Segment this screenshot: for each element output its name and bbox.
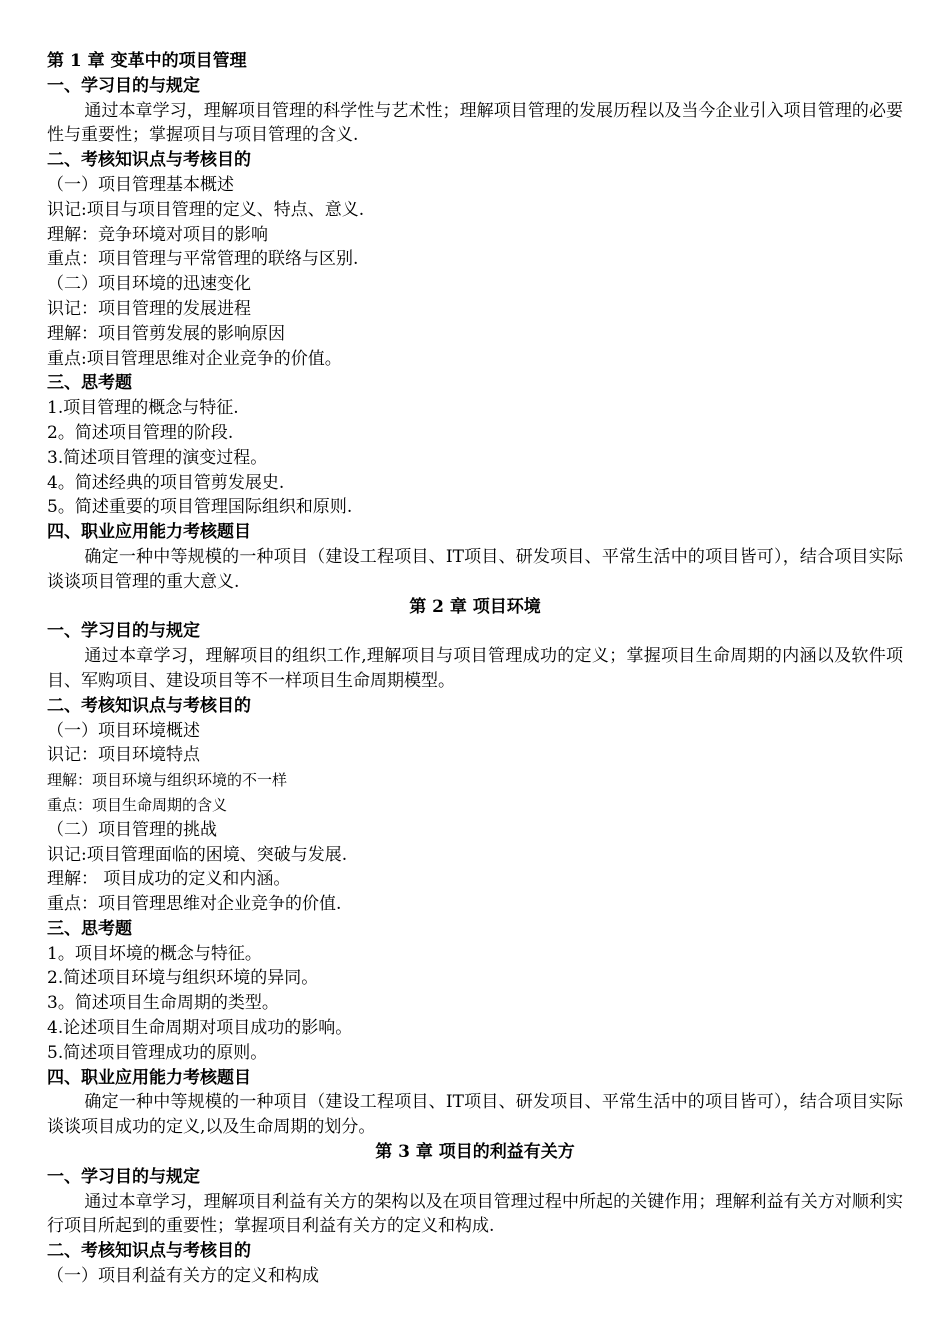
section-heading: 一、学习目的与规定: [47, 621, 200, 642]
chapter-title: 第 3 章 项目的利益有关方: [375, 1142, 575, 1163]
section-heading: 二、考核知识点与考核目的: [47, 695, 251, 716]
section-heading: 三、思考题: [47, 918, 132, 939]
text-line: （一）项目利益有关方的定义和构成: [47, 1266, 319, 1287]
text-line: 理解：项目环境与组织环境的不一样: [47, 771, 288, 790]
text-line: 理解： 项目成功的定义和内涵。: [47, 869, 291, 890]
text-line: 1.项目管理的概念与特征.: [47, 398, 239, 419]
text-line: 重点：项目生命周期的含义: [47, 795, 228, 814]
chapter-title: 第 1 章 变革中的项目管理: [47, 51, 247, 71]
text-line: （二）项目管理的挑战: [47, 819, 217, 840]
paragraph: 通过本章学习，理解项目的组织工作,理解项目与项目管理成功的定义；掌握项目生命周期的内涵以及软件项目、军购项目、建设项目等不一样项目生命周期模型。: [47, 646, 903, 691]
paragraph: 通过本章学习，理解项目利益有关方的架构以及在项目管理过程中所起的关键作用；理解利益有关方对顺利实行项目所起到的重要性；掌握项目利益有关方的定义和构成.: [47, 1191, 903, 1237]
text-line: 重点：项目管理思维对企业竞争的价值.: [47, 894, 342, 915]
text-line: 2。简述项目管理的阶段.: [47, 422, 234, 443]
text-line: 识记：项目管理的发展进程: [47, 298, 251, 319]
text-line: 5。简述重要的项目管理国际组织和原则.: [47, 497, 353, 518]
section-heading: 三、思考题: [47, 373, 132, 394]
text-line: 重点：项目管理与平常管理的联络与区别.: [47, 249, 359, 270]
text-line: 4。简述经典的项目管剪发展史.: [47, 472, 285, 493]
paragraph: 确定一种中等规模的一种项目（建设工程项目、IT项目、研发项目、平常生活中的项目皆可），结合项目实际谈谈项目管理的重大意义.: [47, 546, 903, 592]
section-heading: 四、职业应用能力考核题目: [47, 522, 251, 543]
text-line: 5.简述项目管理成功的原则。: [47, 1042, 268, 1063]
document-body: [47, 49, 903, 1289]
text-line: （二）项目环境的迅速变化: [47, 274, 251, 295]
section-heading: 一、学习目的与规定: [47, 75, 200, 96]
text-line: 识记：项目环境特点: [47, 745, 200, 766]
text-line: 3.简述项目管理的演变过程。: [47, 447, 268, 468]
text-line: 3。简述项目生命周期的类型。: [47, 993, 279, 1014]
section-heading: 四、职业应用能力考核题目: [47, 1067, 251, 1088]
text-line: 识记:项目与项目管理的定义、特点、意义.: [47, 199, 365, 220]
paragraph: 确定一种中等规模的一种项目（建设工程项目、IT项目、研发项目、平常生活中的项目皆可），结合项目实际谈谈项目成功的定义,以及生命周期的划分。: [47, 1092, 903, 1138]
text-line: 理解：项目管剪发展的影响原因: [47, 323, 285, 344]
text-line: 1。项目坏境的概念与特征。: [47, 943, 262, 964]
text-line: 4.论述项目生命周期对项目成功的影响。: [47, 1018, 353, 1039]
text-line: （一）项目管理基本概述: [47, 174, 234, 195]
paragraph: 通过本章学习，理解项目管理的科学性与艺术性；理解项目管理的发展历程以及当今企业引入项目管理的必要性与重要性；掌握项目与项目管理的含义.: [47, 100, 903, 146]
text-line: （一）项目环境概述: [47, 720, 200, 741]
chapter-title: 第 2 章 项目环境: [409, 596, 541, 617]
text-line: 理解：竞争环境对项目的影响: [47, 224, 268, 245]
text-line: 识记:项目管理面临的困境、突破与发展.: [47, 844, 348, 865]
text-line: 重点:项目管理思维对企业竞争的价值。: [47, 348, 342, 369]
section-heading: 一、学习目的与规定: [47, 1166, 200, 1187]
section-heading: 二、考核知识点与考核目的: [47, 150, 251, 171]
text-line: 2.简述项目环境与组织环境的异同。: [47, 968, 319, 989]
section-heading: 二、考核知识点与考核目的: [47, 1241, 251, 1262]
